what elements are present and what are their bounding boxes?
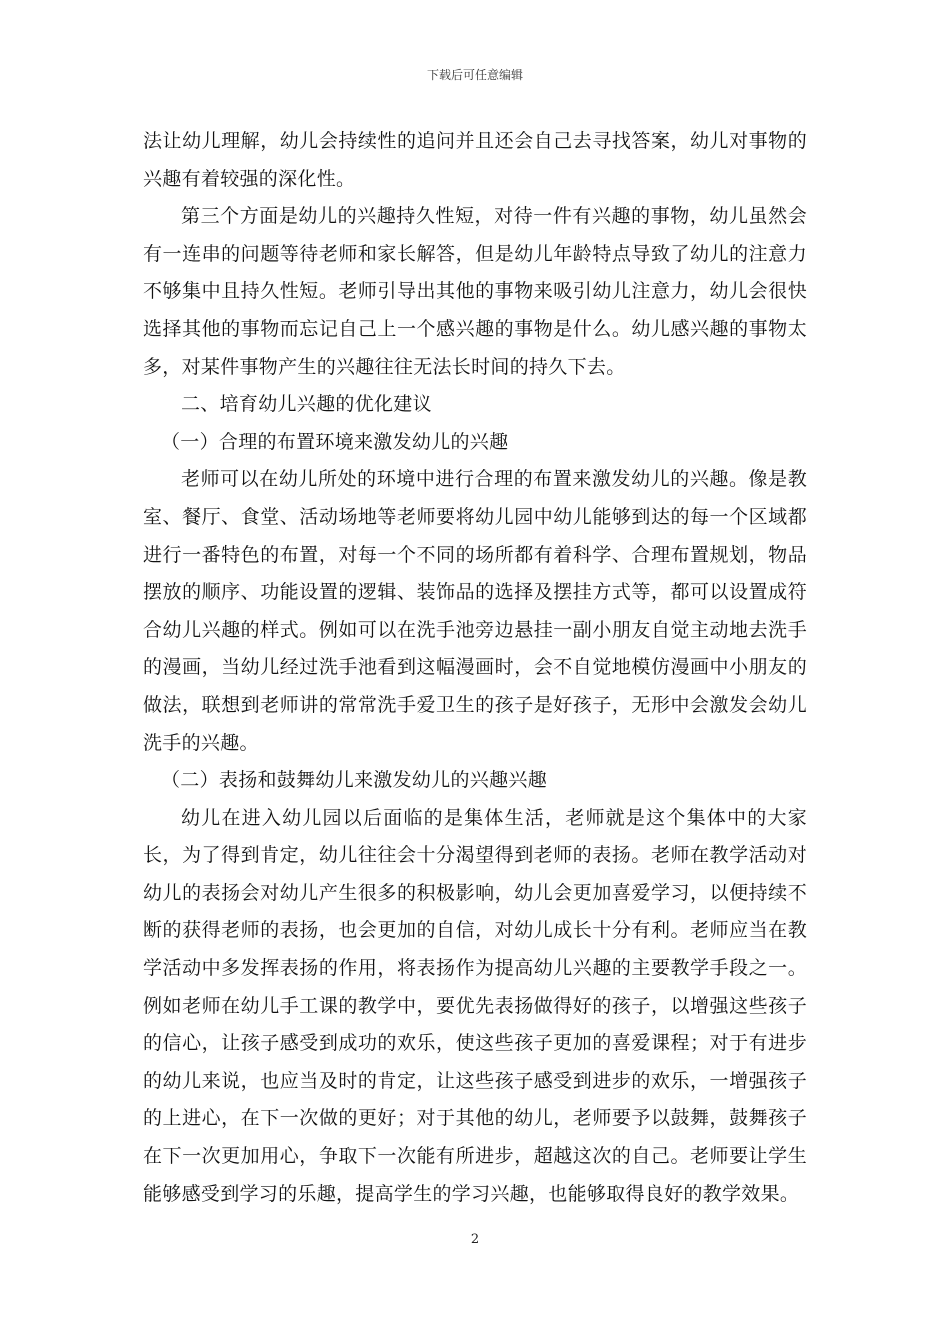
page-header: 下载后可任意编辑 xyxy=(426,68,523,82)
paragraph-third-aspect: 第三个方面是幼儿的兴趣持久性短，对待一件有兴趣的事物，幼儿虽然会有一连串的问题等待老师和家长解答，但是幼儿年龄特点导致了幼儿的注意力不够集中且持久性短。老师引导出其他的事物来吸引幼儿注意力，幼儿会很快选择其他的事物而忘记自己上一个感兴趣的事物是什么。幼儿感兴趣的事物太多，对某件事物产生的兴趣往往无法长时间的持久下去。 xyxy=(143,205,807,378)
section-heading: 二、培育幼儿兴趣的优化建议 xyxy=(181,393,432,416)
paragraph-continued: 法让幼儿理解，幼儿会持续性的追问并且还会自己去寻找答案，幼儿对事物的兴趣有着较强的深化性。 xyxy=(143,130,807,190)
paragraph-environment: 老师可以在幼儿所处的环境中进行合理的布置来激发幼儿的兴趣。像是教室、餐厅、食堂、活动场地等老师要将幼儿园中幼儿能够到达的每一个区域都进行一番特色的布置，对每一个不同的场所都有着科学、合理布置规划，物品摆放的顺序、功能设置的逻辑、装饰品的选择及摆挂方式等，都可以设置成符合幼儿兴趣的样式。例如可以在洗手池旁边悬挂一副小朋友自觉主动地去洗手的漫画，当幼儿经过洗手池看到这幅漫画时，会不自觉地模仿漫画中小朋友的做法，联想到老师讲的常常洗手爱卫生的孩子是好孩子，无形中会激发会幼儿洗手的兴趣。 xyxy=(143,468,807,754)
subsection-heading-1: （一）合理的布置环境来激发幼儿的兴趣 xyxy=(161,430,509,453)
subsection-heading-2: （二）表扬和鼓舞幼儿来激发幼儿的兴趣兴趣 xyxy=(161,769,548,792)
paragraph-praise: 幼儿在进入幼儿园以后面临的是集体生活，老师就是这个集体中的大家长，为了得到肯定，幼儿往往会十分渴望得到老师的表扬。老师在教学活动对幼儿的表扬会对幼儿产生很多的积极影响，幼儿会更加喜爱学习，以便持续不断的获得老师的表扬，也会更加的自信，对幼儿成长十分有利。老师应当在教学活动中多发挥表扬的作用，将表扬作为提高幼儿兴趣的主要教学手段之一。例如老师在幼儿手工课的教学中，要优先表扬做得好的孩子，以增强这些孩子的信心，让孩子感受到成功的欢乐，使这些孩子更加的喜爱课程；对于有进步的幼儿来说，也应当及时的肯定，让这些孩子感受到进步的欢乐，一增强孩子的上进心，在下一次做的更好；对于其他的幼儿，老师要予以鼓舞，鼓舞孩子在下一次更加用心，争取下一次能有所进步，超越这次的自己。老师要让学生能够感受到学习的乐趣，提高学生的学习兴趣，也能够取得良好的教学效果。 xyxy=(143,806,807,1205)
document-body xyxy=(143,123,807,1213)
page-number: 2 xyxy=(470,1232,480,1247)
